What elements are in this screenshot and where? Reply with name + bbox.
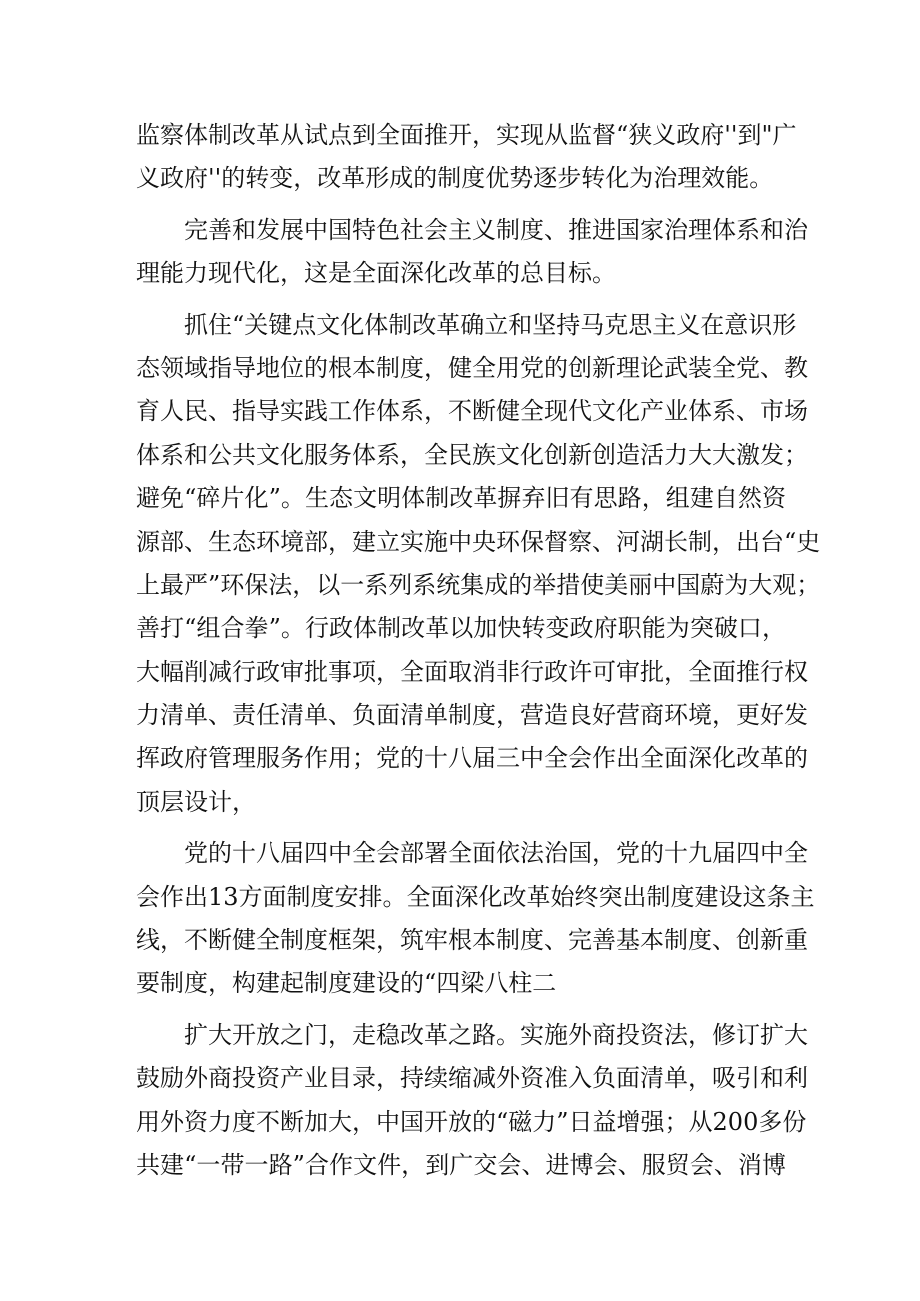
text-line: 挥政府管理服务作用；党的十八届三中全会作出全面深化改革的 xyxy=(136,744,808,773)
document-body xyxy=(136,114,821,1195)
text-line: 上最严”环保法，以一系列系统集成的举措使美丽中国蔚为大观； xyxy=(136,570,821,599)
text-line: 抓住“关键点文化体制改革确立和坚持马克思主义在意识形 xyxy=(184,310,797,339)
text-line: 要制度，构建起制度建设的“四梁八柱二 xyxy=(136,969,557,998)
text-line: 避免“碎片化”。生态文明体制改革摒弃旧有思路，组建自然资 xyxy=(136,484,786,513)
text-line: 理能力现代化，这是全面深化改革的总目标。 xyxy=(136,259,616,288)
text-line: 力清单、责任清单、负面清单制度，营造良好营商环境，更好发 xyxy=(136,701,808,730)
text-line: 体系和公共文化服务体系，全民族文化创新创造活力大大激发； xyxy=(136,440,808,469)
text-line: 大幅削减行政审批事项，全面取消非行政许可审批，全面推行权 xyxy=(136,657,808,686)
text-line: 用外资力度不断加大，中国开放的“磁力”日益增强；从200多份 xyxy=(136,1107,807,1136)
text-line: 会作出13方面制度安排。全面深化改革始终突出制度建设这条主 xyxy=(136,882,815,911)
text-line: 完善和发展中国特色社会主义制度、推进国家治理体系和治 xyxy=(184,215,808,244)
paragraph-key-points xyxy=(136,304,821,825)
paragraph-opening-up xyxy=(136,1014,808,1188)
text-line: 鼓励外商投资产业目录，持续缩减外资准入负面清单，吸引和利 xyxy=(136,1064,808,1093)
text-line: 义政府''的转变，改革形成的制度优势逐步转化为治理效能。 xyxy=(136,164,774,193)
text-line: 育人民、指导实践工作体系，不断健全现代文化产业体系、市场 xyxy=(136,397,808,426)
paragraph-rule-of-law xyxy=(136,832,815,1006)
text-line: 态领域指导地位的根本制度，健全用党的创新理论武装全党、教 xyxy=(136,353,808,382)
text-line: 顶层设计， xyxy=(136,787,256,816)
paragraph-overall-goal xyxy=(136,209,808,296)
text-line: 源部、生态环境部，建立实施中央环保督察、河湖长制，出台“史 xyxy=(136,527,821,556)
text-line: 监察体制改革从试点到全面推开，实现从监督“狭义政府''到"广 xyxy=(136,121,797,149)
text-line: 共建“一带一路”合作文件，到广交会、进博会、服贸会、消博 xyxy=(136,1150,786,1179)
text-line: 善打“组合拳”。行政体制改革以加快转变政府职能为突破口， xyxy=(136,614,786,643)
text-line: 扩大开放之门，走稳改革之路。实施外商投资法，修订扩大 xyxy=(184,1020,808,1049)
paragraph-supervision-reform xyxy=(136,114,797,201)
text-line: 党的十八届四中全会部署全面依法治国，党的十九届四中全 xyxy=(184,839,808,868)
text-line: 线，不断健全制度框架，筑牢根本制度、完善基本制度、创新重 xyxy=(136,926,808,955)
